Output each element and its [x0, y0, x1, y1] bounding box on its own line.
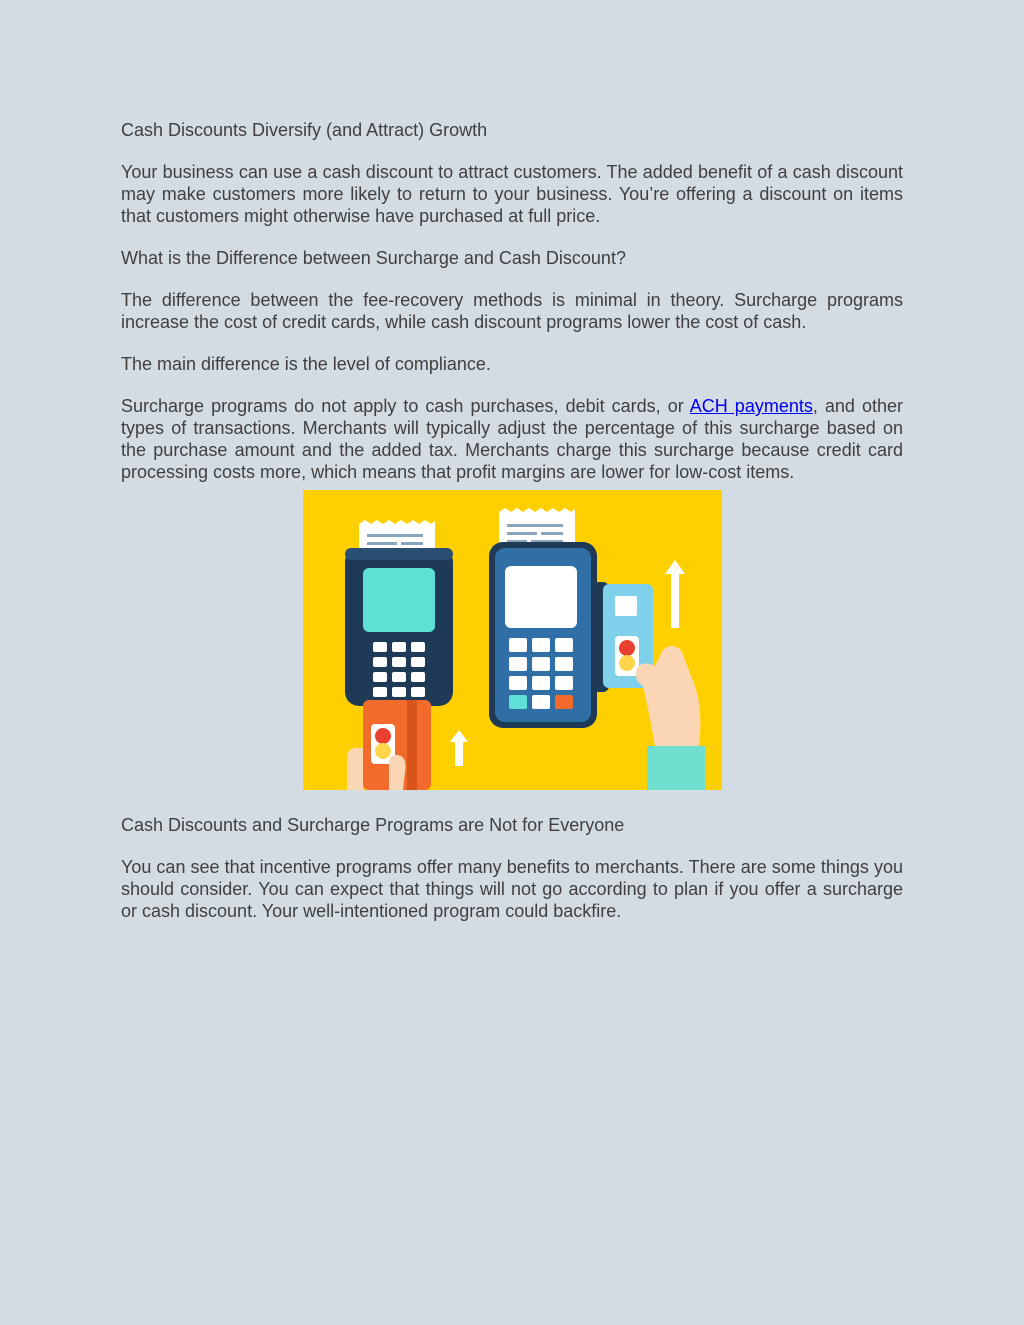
surcharge-text-before-link: Surcharge programs do not apply to cash purchases, debit cards, or: [121, 396, 690, 416]
left-hand: [347, 748, 363, 790]
card-chip-yellow-right: [619, 655, 635, 671]
document-page: [121, 119, 903, 942]
paragraph-surcharge-programs: [121, 395, 903, 483]
left-terminal-screen: [363, 568, 435, 632]
payment-terminals-illustration: [303, 490, 722, 790]
card-chip-red-right: [619, 640, 635, 656]
card-chip-yellow-left: [375, 743, 391, 759]
heading-not-for-everyone: Cash Discounts and Surcharge Programs are Not for Everyone: [121, 815, 625, 835]
paragraph-incentive-programs: You can see that incentive programs offer many benefits to merchants. There are some things you should consider. You can expect that things will not go according to plan if you offer a surcharge or cash discount. Your well-intentioned program could backfire.: [121, 857, 903, 921]
card-chip-red-left: [375, 728, 391, 744]
paragraph-fee-recovery: The difference between the fee-recovery methods is minimal in theory. Surcharge programs increase the cost of credit cards, while cash discount programs lower the cost of cash.: [121, 290, 903, 332]
heading-cash-discounts-growth: Cash Discounts Diversify (and Attract) Growth: [121, 120, 488, 140]
heading-difference: What is the Difference between Surcharge and Cash Discount?: [121, 248, 626, 268]
right-sleeve: [647, 746, 705, 790]
surcharge-text-after-link: , and other types of transactions. Merchants will typically adjust the percentage of this surcharge based on the purchase amount and the added tax. Merchants charge this surcharge because credit card processing costs more, which means that profit margins are lower for low-cost items.: [121, 396, 904, 482]
paragraph-compliance: The main difference is the level of compliance.: [121, 354, 491, 374]
ach-payments-link[interactable]: ACH payments: [689, 396, 813, 416]
right-terminal-screen: [505, 566, 577, 628]
paragraph-cash-discount-benefit: Your business can use a cash discount to attract customers. The added benefit of a cash discount may make customers more likely to return to your business. You’re offering a discount on items that customers might otherwise have purchased at full price.: [121, 162, 903, 226]
